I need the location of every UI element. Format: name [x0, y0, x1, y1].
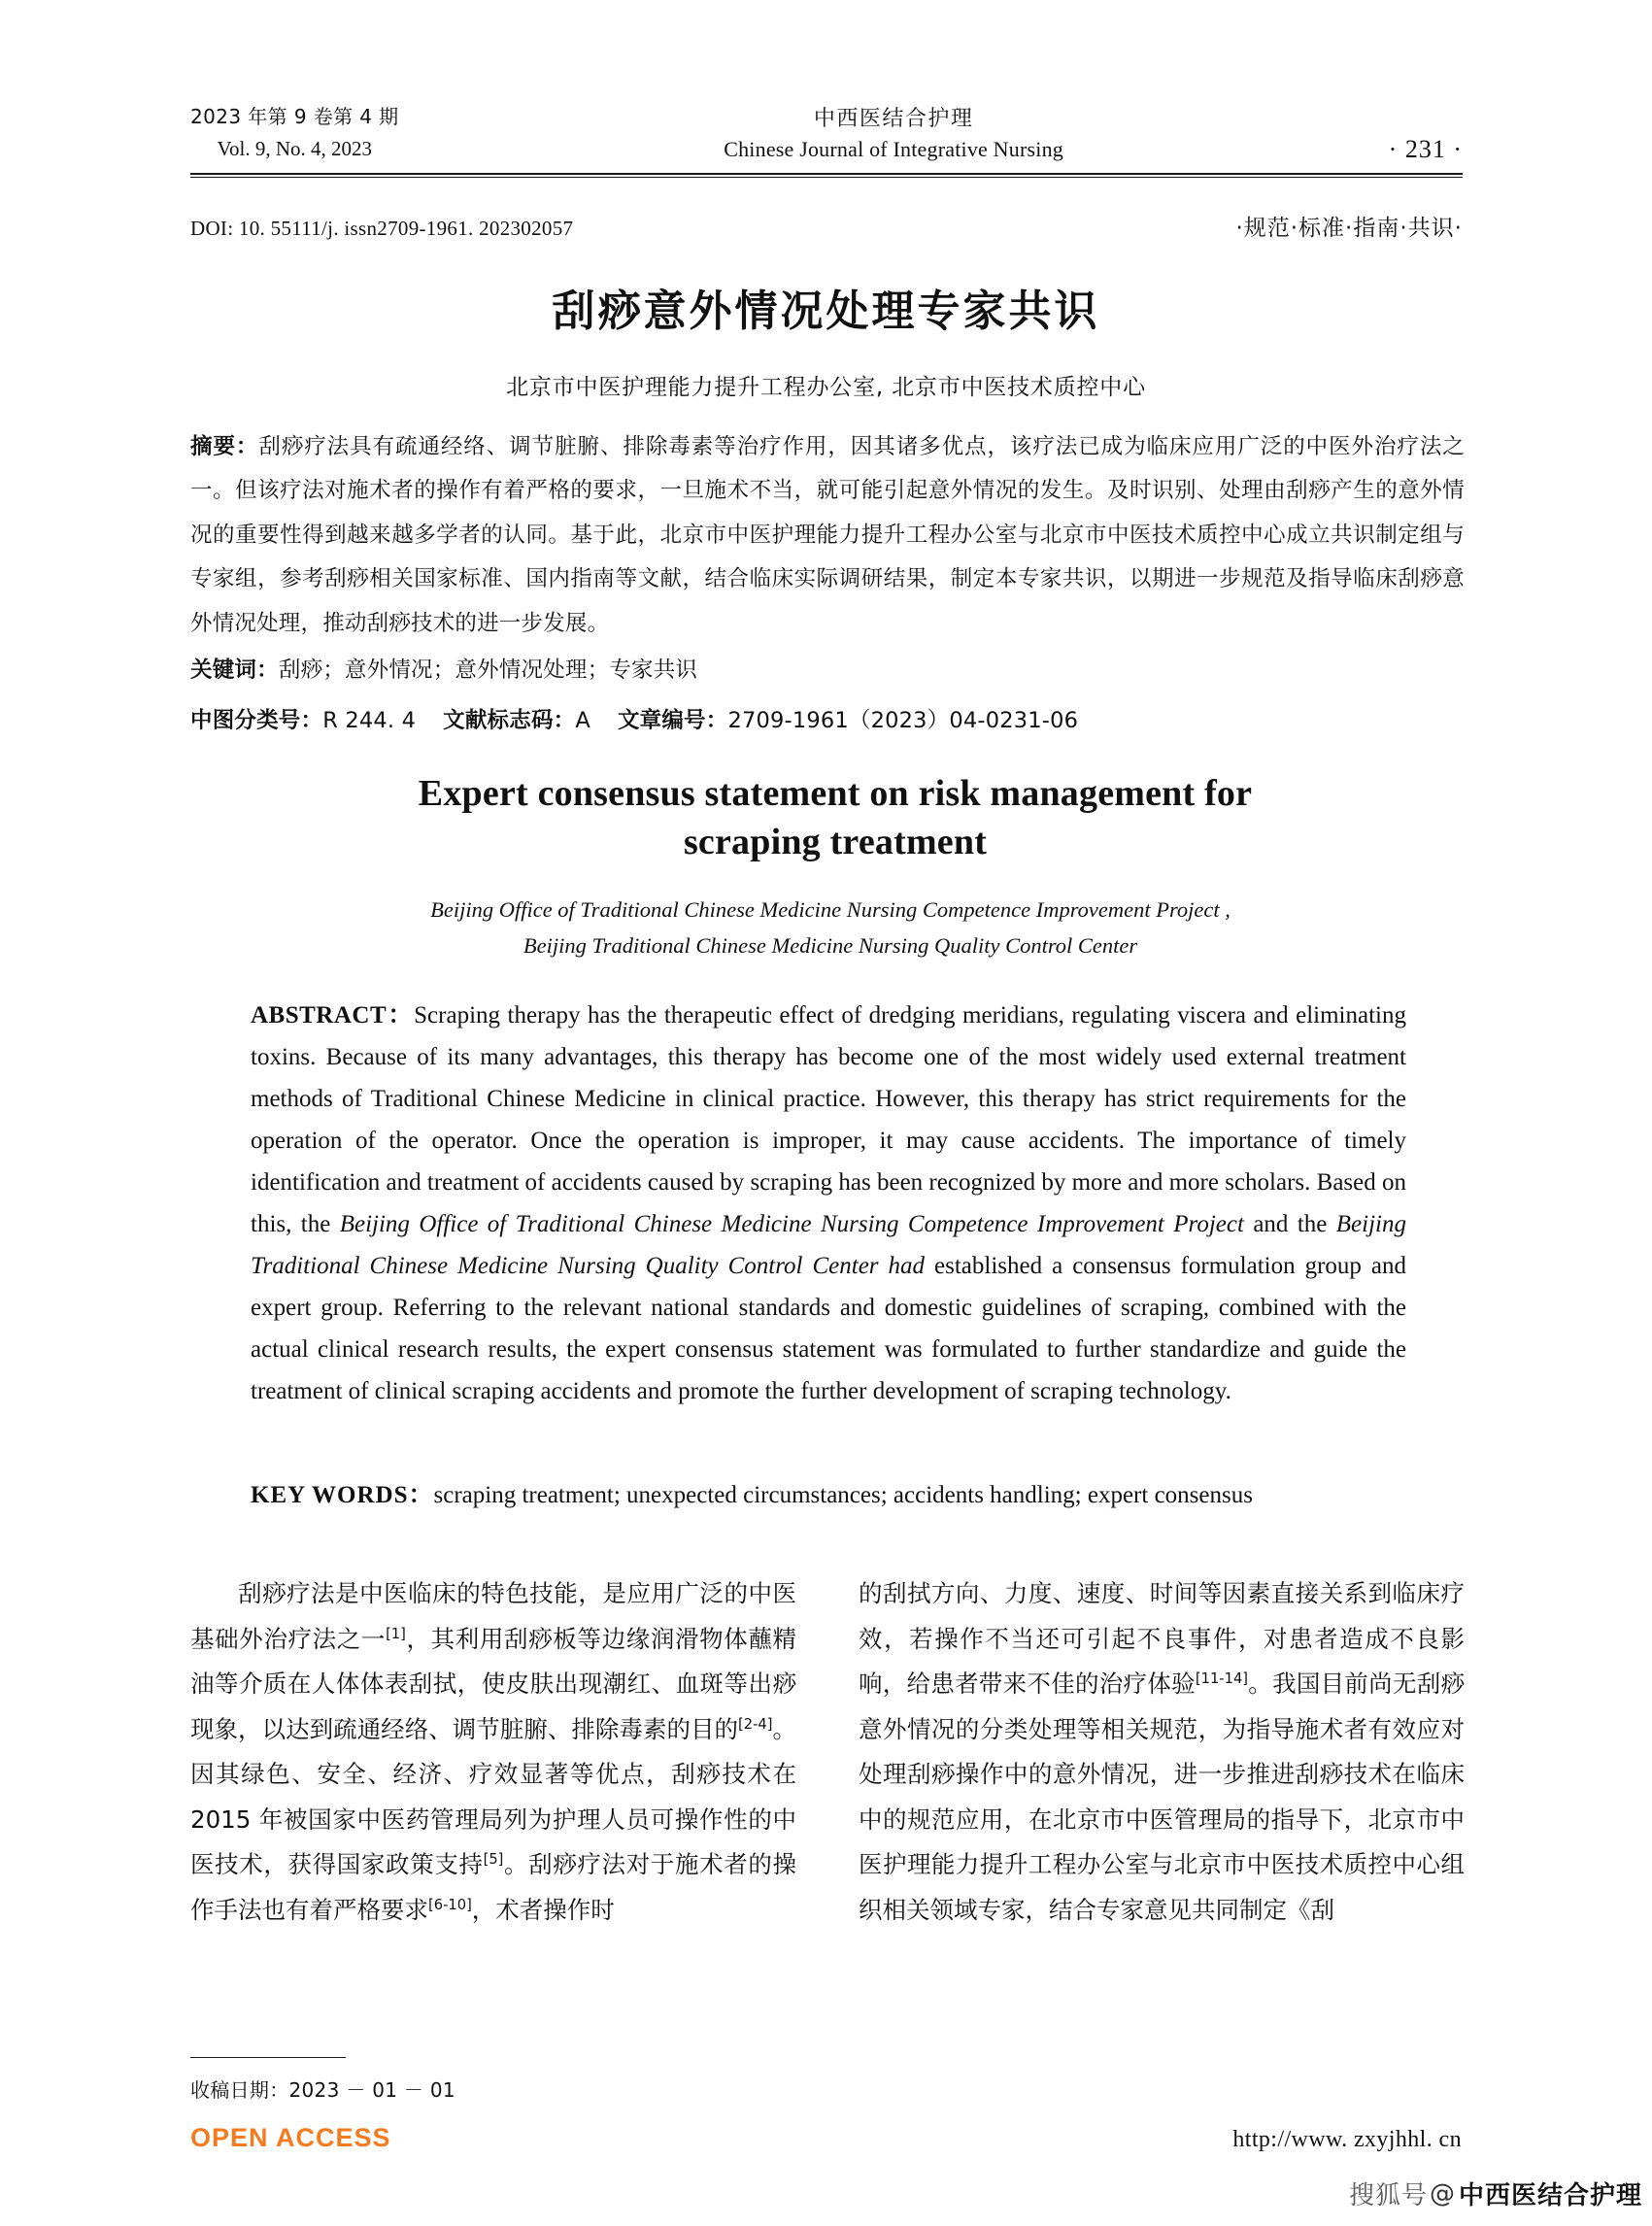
body-paragraph-right	[859, 1571, 1465, 1933]
affiliation-en-line1: Beijing Office of Traditional Chinese Medicine Nursing Competence Improvement Project ,	[430, 897, 1231, 922]
page-number: · 231 ·	[1388, 135, 1463, 164]
body-text-run: 。刮痧疗法对于施术者的操作手法也有着严格要求	[190, 1850, 796, 1924]
citation-ref: [2-4]	[738, 1715, 773, 1733]
clc-value: R 244. 4	[322, 707, 417, 733]
doccode-label: 文献标志码：	[443, 707, 576, 733]
keywords-en-text: scraping treatment; unexpected circumstances; accidents handling; expert consensus	[433, 1482, 1253, 1508]
chinese-abstract-block	[190, 425, 1465, 743]
watermark-account-name: 中西医结合护理	[1458, 2181, 1642, 2210]
doi-row	[190, 210, 1463, 242]
doi-text: DOI: 10. 55111/j. issn2709-1961. 202302057	[190, 217, 574, 240]
watermark	[1349, 2175, 1642, 2211]
page-title-en-line1: Expert consensus statement on risk management for	[418, 773, 1253, 814]
citation-ref: [11-14]	[1195, 1670, 1249, 1687]
citation-ref: [1]	[386, 1625, 406, 1642]
abstract-cn-label: 摘要：	[190, 434, 259, 459]
running-head	[190, 101, 1463, 165]
doccode-value: A	[575, 707, 590, 733]
issue-info-en: Vol. 9, No. 4, 2023	[217, 137, 372, 161]
affiliation-en-line2: Beijing Traditional Chinese Medicine Nursing Quality Control Center	[523, 933, 1138, 959]
page-title-en-line2: scraping treatment	[683, 822, 988, 863]
affiliation-en	[253, 892, 1408, 963]
abstract-en-label: ABSTRACT：	[251, 1002, 415, 1029]
issue-info	[190, 101, 399, 165]
page-title-en	[291, 769, 1379, 866]
issue-info-cn: 2023 年第 9 卷第 4 期	[190, 105, 399, 128]
watermark-prefix: 搜狐号	[1348, 2181, 1428, 2210]
keywords-cn-label: 关键词：	[190, 658, 279, 684]
abstract-cn-text: 刮痧疗法具有疏通经络、调节脏腑、排除毒素等治疗作用，因其诸多优点，该疗法已成为临床应用广泛的中医外治疗法之一。但该疗法对施术者的操作有着严格的要求，一旦施术不当，就可能引起意外情况的发生。及时识别、处理由刮痧产生的意外情况的重要性得到越来越多学者的认同。基于此，北京市中医护理能力提升工程办公室与北京市中医技术质控中心成立共识制定组与专家组，参考刮痧相关国家标准、国内指南等文献，结合临床实际调研结果，制定本专家共识，以期进一步规范及指导临床刮痧意外情况处理，推动刮痧技术的进一步发展。	[190, 434, 1465, 636]
clc-label: 中图分类号：	[190, 707, 323, 733]
abstract-en-part3: established a consensus formulation group and expert group. Referring to the relevant national standards and domestic guidelines of scraping, combined with the actual clinical research results, the expert consensus statement was formulated to further standardize and guide the treatment of clinical scraping accidents and promote the further development of scraping technology.	[251, 1253, 1407, 1404]
abstract-cn	[190, 425, 1465, 646]
footnote-divider	[190, 2057, 346, 2058]
body-text-run: ，术者操作时	[471, 1895, 615, 1924]
article-id-label: 文章编号：	[617, 707, 728, 733]
abstract-en-part1: Scraping therapy has the therapeutic effect of dredging meridians, regulating viscera and eliminating toxins. Because of its many advantages, this therapy has become one of the most widely used external treatment methods of Traditional Chinese Medicine in clinical practice. However, this therapy has strict requirements for the operation of the operator. Once the operation is improper, it may cause accidents. The importance of timely identification and treatment of accidents caused by scraping has been recognized by more and more scholars. Based on this, the	[251, 1002, 1406, 1237]
body-text-run: 。我国目前尚无刮痧意外情况的分类处理等相关规范，为指导施术者有效应对处理刮痧操作中的意外情况，进一步推进刮痧技术在临床中的规范应用，在北京市中医管理局的指导下，北京市中医护理能力提升工程办公室与北京市中医技术质控中心组织相关领域专家，结合专家意见共同制定《刮	[859, 1670, 1466, 1924]
body-text-run: 的刮拭方向、力度、速度、时间等因素直接关系到临床疗效，若操作不当还可引起不良事件，对患者造成不良影响，给患者带来不佳的治疗体验	[859, 1579, 1465, 1699]
keywords-cn-text: 刮痧；意外情况；意外情况处理；专家共识	[278, 658, 698, 684]
journal-title	[399, 102, 1389, 162]
article-id-value: 2709-1961（2023）04-0231-06	[727, 707, 1079, 733]
body-text-run: ，其利用刮痧板等边缘润滑物体蘸精油等介质在人体体表刮拭，使皮肤出现潮红、血斑等出痧现象，以达到疏通经络、调节脏腑、排除毒素的目的	[190, 1624, 796, 1743]
body-paragraph-left	[190, 1571, 796, 1933]
abstract-en	[251, 995, 1406, 1412]
keywords-en	[251, 1474, 1406, 1516]
received-date: 收稿日期：2023 － 01 － 01	[190, 2078, 455, 2102]
category-label: ·规范·标准·指南·共识·	[1235, 216, 1463, 241]
authors-cn: 北京市中医护理能力提升工程办公室, 北京市中医技术质控中心	[506, 375, 1146, 400]
header-divider	[190, 173, 1463, 178]
body-columns	[190, 1571, 1465, 1933]
doccode-segment	[443, 708, 590, 733]
body-text-run: 。因其绿色、安全、经济、疗效显著等优点，刮痧技术在 2015 年被国家中医药管理局列为护理人员可操作性的中医技术，获得国家政策支持	[190, 1714, 797, 1879]
keywords-cn	[190, 649, 1465, 692]
clc-segment	[190, 708, 416, 733]
abstract-en-part2: and the	[1243, 1211, 1336, 1237]
abstract-en-italic2: Beijing Traditional Chinese Medicine Nursing Quality Control Center had	[251, 1211, 1406, 1279]
abstract-en-italic1: Beijing Office of Traditional Chinese Medicine Nursing Competence Improvement Project	[339, 1211, 1244, 1237]
open-access-badge: OPEN ACCESS	[190, 2123, 391, 2152]
journal-title-cn: 中西医结合护理	[813, 107, 974, 131]
article-id-segment	[618, 708, 1078, 733]
body-text-run: 刮痧疗法是中医临床的特色技能，是应用广泛的中医基础外治疗法之一	[190, 1579, 796, 1653]
page-title-cn: 刮痧意外情况处理专家共识	[552, 287, 1100, 336]
body-column-left	[190, 1571, 796, 1933]
body-column-right	[859, 1571, 1465, 1933]
citation-ref: [5]	[483, 1851, 504, 1869]
journal-title-en: Chinese Journal of Integrative Nursing	[724, 137, 1063, 161]
classification-row	[190, 699, 1465, 743]
citation-ref: [6-10]	[428, 1896, 472, 1913]
journal-url[interactable]: http://www. zxyjhhl. cn	[1232, 2127, 1462, 2152]
keywords-en-label: KEY WORDS：	[251, 1482, 434, 1508]
at-icon: @	[1429, 2178, 1455, 2209]
